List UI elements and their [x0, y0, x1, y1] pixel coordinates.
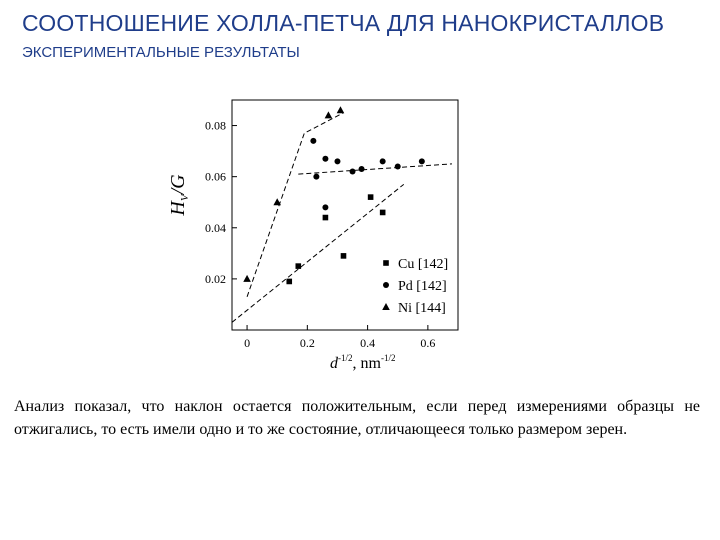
data-point-circle [313, 174, 319, 180]
legend-marker-square [383, 260, 389, 266]
data-point-circle [322, 204, 328, 210]
data-point-square [380, 210, 386, 216]
chart-legend [382, 257, 448, 316]
x-tick-label: 0.2 [299, 336, 315, 350]
fit-line-triangle [247, 113, 343, 297]
slide-body-text: Анализ показал, что наклон остается положительным, если перед измерениями образцы не отжигались, то есть имели одно и то же состояние, отличающееся только размером зерен. [14, 398, 700, 438]
fit-line-circle [298, 164, 452, 174]
data-point-circle [322, 156, 328, 162]
data-point-triangle [325, 111, 333, 118]
y-tick-label: 0.08 [205, 118, 226, 133]
fit-line-square [232, 184, 404, 322]
y-axis-label: $H_V/G$ [167, 174, 191, 216]
legend-marker-triangle [382, 303, 390, 310]
x-tick-label: 0.4 [360, 336, 376, 350]
data-point-circle [334, 158, 340, 164]
data-point-circle [395, 163, 401, 169]
data-point-circle [419, 158, 425, 164]
slide-subtitle: ЭКСПЕРИМЕНТАЛЬНЫЕ РЕЗУЛЬТАТЫ [22, 44, 300, 61]
data-point-circle [359, 166, 365, 172]
data-point-square [341, 253, 347, 259]
data-point-triangle [337, 106, 345, 113]
y-tick-label: 0.06 [205, 169, 226, 184]
slide-title: СООТНОШЕНИЕ ХОЛЛА-ПЕТЧА ДЛЯ НАНОКРИСТАЛЛОВ [22, 10, 665, 36]
x-tick-label: 0.6 [420, 336, 436, 350]
data-point-square [286, 279, 292, 285]
data-point-square [295, 263, 301, 269]
hall-petch-chart [150, 90, 480, 380]
y-tick-label: 0.04 [205, 220, 226, 235]
data-point-triangle [243, 275, 251, 282]
data-point-circle [350, 169, 356, 175]
data-point-square [323, 215, 329, 221]
data-point-circle [310, 138, 316, 144]
legend-marker-circle [383, 282, 389, 288]
legend-label: Ni [144] [398, 301, 446, 316]
legend-label: Pd [142] [398, 279, 447, 294]
legend-label: Cu [142] [398, 257, 449, 272]
y-tick-label: 0.02 [205, 271, 226, 286]
x-tick-label: 0 [244, 336, 251, 350]
data-point-circle [380, 158, 386, 164]
data-point-square [368, 194, 374, 200]
x-axis-label: $d^{-1/2}$, $nm^{-1/2}$ [330, 353, 396, 372]
